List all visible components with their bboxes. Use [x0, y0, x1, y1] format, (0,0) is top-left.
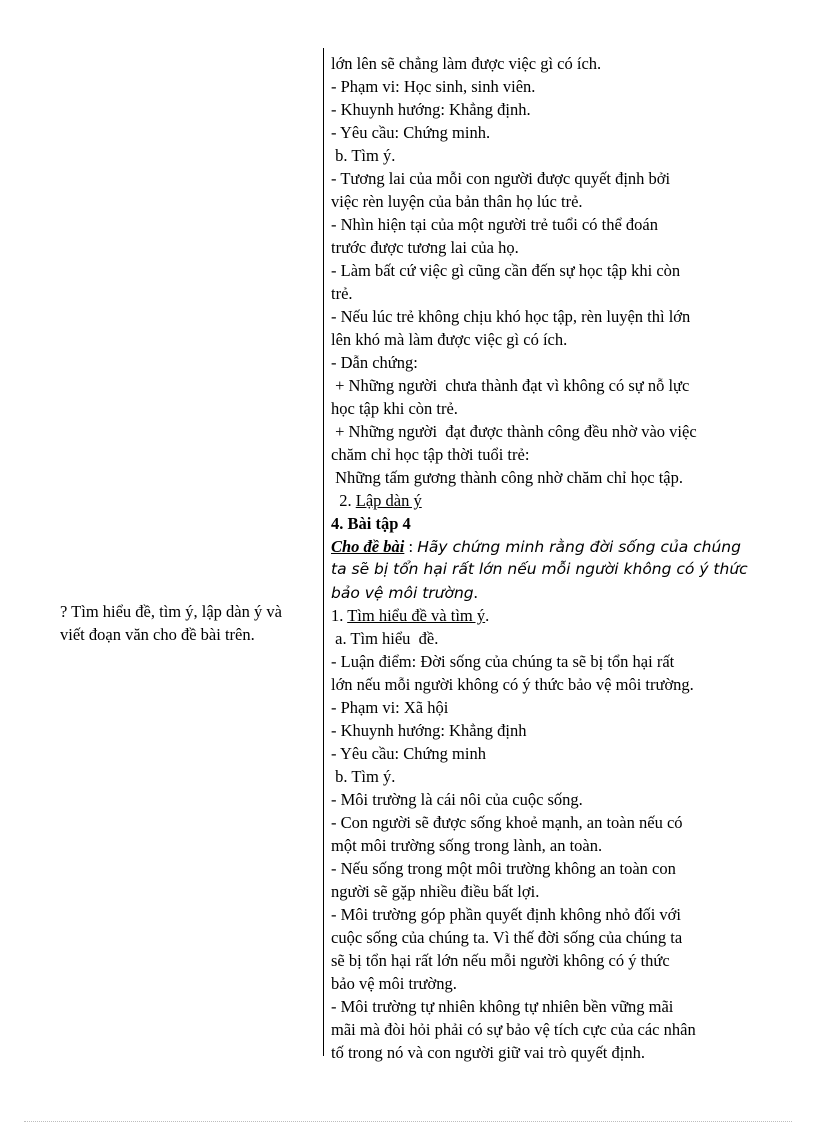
- text-line: a. Tìm hiểu đề.: [331, 629, 439, 648]
- text-line: - Nhìn hiện tại của một người trẻ tuổi có thể đoán: [331, 215, 658, 234]
- assignment-sep: :: [404, 537, 418, 556]
- text-line: - Môi trường góp phần quyết định không nhỏ đối với: [331, 905, 681, 924]
- assignment-line-1: [331, 535, 751, 558]
- text-line: - Phạm vi: Học sinh, sinh viên.: [331, 77, 536, 96]
- section-heading-lap-dan-y: [331, 489, 751, 512]
- text-line: + Những người đạt được thành công đều nhờ vào việc: [331, 422, 697, 441]
- text-line: - Môi trường tự nhiên không tự nhiên bền vững mãi: [331, 997, 674, 1016]
- text-line: - Tương lai của mỗi con người được quyết định bởi: [331, 169, 671, 188]
- text-line: mãi mà đòi hỏi phải có sự bảo vệ tích cực của các nhân: [331, 1020, 696, 1039]
- text-line: người sẽ gặp nhiều điều bất lợi.: [331, 882, 540, 901]
- text-line: lớn lên sẽ chẳng làm được việc gì có ích.: [331, 54, 602, 73]
- column-divider: [323, 48, 324, 1056]
- section-period: .: [485, 606, 490, 625]
- assignment-text-end: bảo vệ môi trường: [331, 584, 474, 602]
- text-line: tố trong nó và con người giữ vai trò quyết định.: [331, 1043, 645, 1062]
- text-line: - Dẫn chứng:: [331, 353, 418, 372]
- text-line: lớn nếu mỗi người không có ý thức bảo vệ môi trường.: [331, 675, 694, 694]
- text-line: - Con người sẽ được sống khoẻ mạnh, an toàn nếu có: [331, 813, 683, 832]
- text-line: trẻ.: [331, 284, 353, 303]
- text-line: bảo vệ môi trường.: [331, 974, 457, 993]
- text-line: - Nếu sống trong một môi trường không an toàn con: [331, 859, 676, 878]
- text-line: - Nếu lúc trẻ không chịu khó học tập, rèn luyện thì lớn: [331, 307, 691, 326]
- text-line: việc rèn luyện của bản thân họ lúc trẻ.: [331, 192, 583, 211]
- right-column: [331, 52, 751, 1064]
- text-line: chăm chỉ học tập thời tuổi trẻ:: [331, 445, 530, 464]
- text-line: lên khó mà làm được việc gì có ích.: [331, 330, 568, 349]
- text-line: - Phạm vi: Xã hội: [331, 698, 449, 717]
- text-line: b. Tìm ý.: [331, 767, 396, 786]
- section-number: 2.: [331, 491, 356, 510]
- text-line: + Những người chưa thành đạt vì không có sự nỗ lực: [331, 376, 690, 395]
- text-line: cuộc sống của chúng ta. Vì thế đời sống của chúng ta: [331, 928, 683, 947]
- text-line: sẽ bị tổn hại rất lớn nếu mỗi người không có ý thức: [331, 951, 670, 970]
- assignment-line-2: ta sẽ bị tổn hại rất lớn nếu mỗi người không có ý thức: [331, 560, 748, 578]
- text-line: - Yêu cầu: Chứng minh: [331, 744, 486, 763]
- text-line: - Yêu cầu: Chứng minh.: [331, 123, 491, 142]
- text-line: - Khuynh hướng: Khẳng định.: [331, 100, 531, 119]
- question-line-2: viết đoạn văn cho đề bài trên.: [60, 625, 255, 644]
- text-line: - Làm bất cứ việc gì cũng cần đến sự học tập khi còn: [331, 261, 681, 280]
- page-bottom-rule: [24, 1121, 792, 1122]
- text-line: trước được tương lai của họ.: [331, 238, 519, 257]
- assignment-lead: Cho đề bài: [331, 537, 405, 556]
- assignment-line-3: [331, 581, 751, 604]
- text-line: một môi trường sống trong lành, an toàn.: [331, 836, 603, 855]
- left-column: [60, 601, 318, 647]
- assignment-text: Hãy chứng minh rằng đời sống của chúng: [417, 538, 741, 556]
- text-line: - Khuynh hướng: Khẳng định: [331, 721, 527, 740]
- text-line: b. Tìm ý.: [331, 146, 396, 165]
- assignment-period: .: [473, 583, 478, 602]
- text-line: - Luận điểm: Đời sống của chúng ta sẽ bị tổn hại rất: [331, 652, 675, 671]
- section-heading-tim-hieu: [331, 604, 751, 627]
- section-title: Lập dàn ý: [355, 491, 422, 510]
- text-line: Những tấm gương thành công nhờ chăm chỉ học tập.: [331, 468, 683, 487]
- text-line: - Môi trường là cái nôi của cuộc sống.: [331, 790, 583, 809]
- question-line-1: ? Tìm hiểu đề, tìm ý, lập dàn ý và: [60, 602, 282, 621]
- exercise-heading: 4. Bài tập 4: [331, 514, 411, 533]
- section-number: 1.: [331, 606, 348, 625]
- text-line: học tập khi còn trẻ.: [331, 399, 458, 418]
- section-title: Tìm hiểu đề và tìm ý: [347, 606, 486, 625]
